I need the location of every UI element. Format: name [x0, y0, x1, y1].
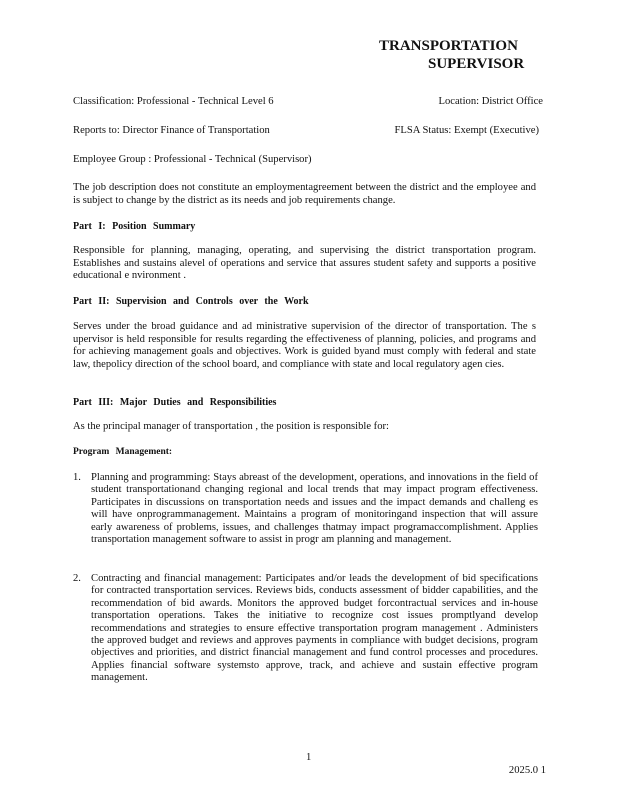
reports-row — [73, 124, 543, 138]
duty-item — [73, 472, 538, 546]
duty-text: Contracting and financial management: Participates and/or leads the development of bid specifications for contracted transportation services. Reviews bids, conducts assessment of bidder capabilities, and the recommendation of bid awards. Monitors the approved budget forcontractual services and in-house transportation operations. Takes the initiative to recognize cost issues promptlyand develop recommendations and strategies to ensure effective transportation program management . Administers the approved budget and reviews and approves payments in compliance with budget decisions, program objectives and priorities, and district financial management and fund control processes and procedures. Applies financial software systemsto approve, track, and achieve and sustain effective program management. — [91, 573, 538, 684]
version-label: 2025.0 1 — [508, 765, 546, 776]
part1-paragraph: Responsible for planning, managing, operating, and supervising the district transportation program. Establishes and sustains alevel of operations and service that assures student safety and supports a positive educational e nvironment . — [73, 245, 536, 281]
classification-text: Classification: Professional - Technical Level 6 — [73, 96, 274, 107]
duty-item — [73, 573, 538, 685]
program-management-heading: Program Management: — [73, 447, 173, 457]
title-line-1: TRANSPORTATION — [379, 38, 518, 54]
duty-number: 2. — [73, 573, 81, 584]
duty-text: Planning and programming: Stays abreast of the development, operations, and innovations in the field of student transportationand changing regional and local trends that may impact program effectiveness. Participates in discussions on transportation needs and issues and the impact demands and challeng es will have onprogrammanagement. Maintains a program of monitoringand inspection that will assure early awareness of problems, issues, and challenges thatmay impact programaccomplishment. Applies transportation management software to assist in progr am planning and management. — [91, 472, 538, 546]
part3-heading: Part III: Major Duties and Responsibilities — [73, 397, 277, 408]
part2-paragraph: Serves under the broad guidance and ad ministrative supervision of the director of transportation. The s upervisor is held responsible for results regarding the effectiveness of planning, policies, and programs and for achieving management goals and objectives. Work is guided byand must comply with federal and state law, thepolicy direction of the school board, and compliance with state and local regulatory agen cies. — [73, 321, 536, 370]
flsa-status-text: FLSA Status: Exempt (Executive) — [394, 125, 539, 136]
title-line-2: SUPERVISOR — [428, 56, 525, 72]
duty-number: 1. — [73, 472, 81, 483]
classification-row — [73, 95, 543, 109]
part2-heading: Part II: Supervision and Controls over the Work — [73, 296, 309, 307]
duties-list-2 — [73, 573, 538, 685]
duties-list — [73, 472, 538, 546]
reports-to-text: Reports to: Director Finance of Transportation — [73, 125, 270, 136]
intro-paragraph: The job description does not constitute an employmentagreement between the district and the employee and is subject to change by the district as its needs and job requirements change. — [73, 182, 536, 206]
part1-heading: Part I: Position Summary — [73, 221, 196, 232]
employee-group-text: Employee Group : Professional - Technical (Supervisor) — [73, 154, 312, 165]
part3-intro: As the principal manager of transportation , the position is responsible for: — [73, 421, 389, 432]
employee-group-row — [73, 153, 543, 167]
page-number: 1 — [306, 752, 312, 763]
location-text: Location: District Office — [438, 96, 543, 107]
